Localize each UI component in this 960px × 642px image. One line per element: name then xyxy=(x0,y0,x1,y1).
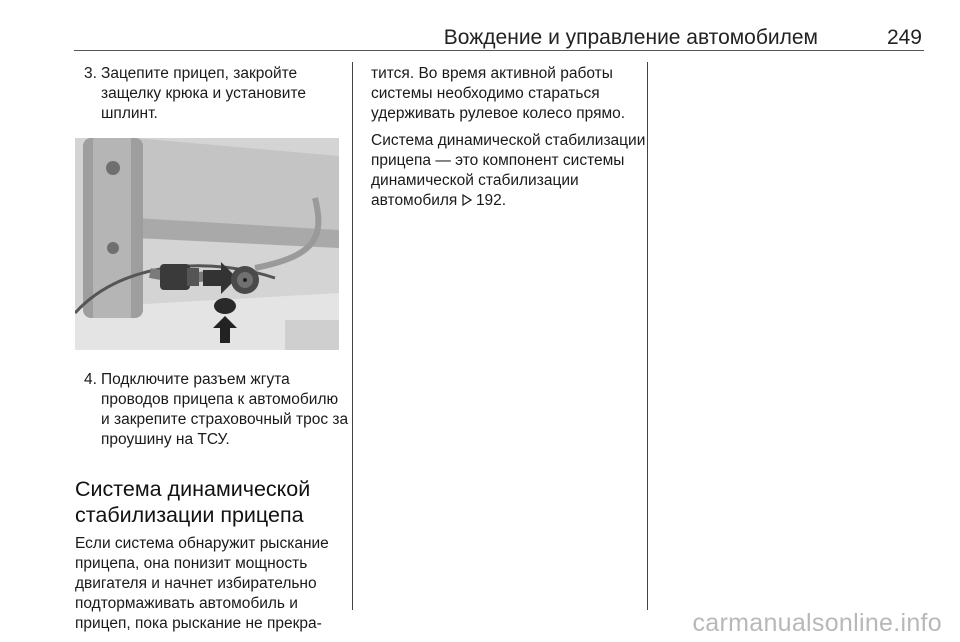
step-3-number: 3. xyxy=(84,65,97,82)
page-number: 249 xyxy=(886,26,922,49)
column-divider-2 xyxy=(647,62,648,610)
page-reference-icon xyxy=(462,192,472,209)
column-divider-1 xyxy=(352,62,353,610)
header-rule xyxy=(74,50,924,51)
paragraph-system-text: Система динамической стабилизации прицепа — это компонент системы динамической стабилизации автомобиля xyxy=(371,132,646,209)
step-4 xyxy=(75,370,350,450)
page-reference-link[interactable]: 192. xyxy=(475,192,507,209)
paragraph-continuation: тится. Во время активной работы системы необходимо стараться удерживать рулевое колесо прямо. xyxy=(371,65,626,122)
step-4-number: 4. xyxy=(84,371,97,388)
middle-column xyxy=(371,64,646,218)
watermark: carmanualsonline.info xyxy=(692,609,942,637)
paragraph-system-component xyxy=(371,131,646,211)
section-body: Если система обнаружит рыскание прицепа, она понизит мощность двигателя и начнет избирательно подтормаживать автомобиль и прицеп, пока рыскание не прекра- xyxy=(75,535,329,632)
step-3-text: Зацепите прицеп, закройте защелку крюка и установите шплинт. xyxy=(101,65,306,122)
step-4-text: Подключите разъем жгута проводов прицепа к автомобилю и закрепите страховочный трос за проушину на ТСУ. xyxy=(101,371,349,448)
section-heading: Система динамической стабилизации прицепа xyxy=(75,477,311,527)
page-header xyxy=(74,22,924,52)
page-title: Вождение и управление автомобилем xyxy=(443,26,818,49)
step-3 xyxy=(75,64,350,124)
left-column xyxy=(75,64,350,634)
trailer-hitch-illustration xyxy=(75,138,339,350)
